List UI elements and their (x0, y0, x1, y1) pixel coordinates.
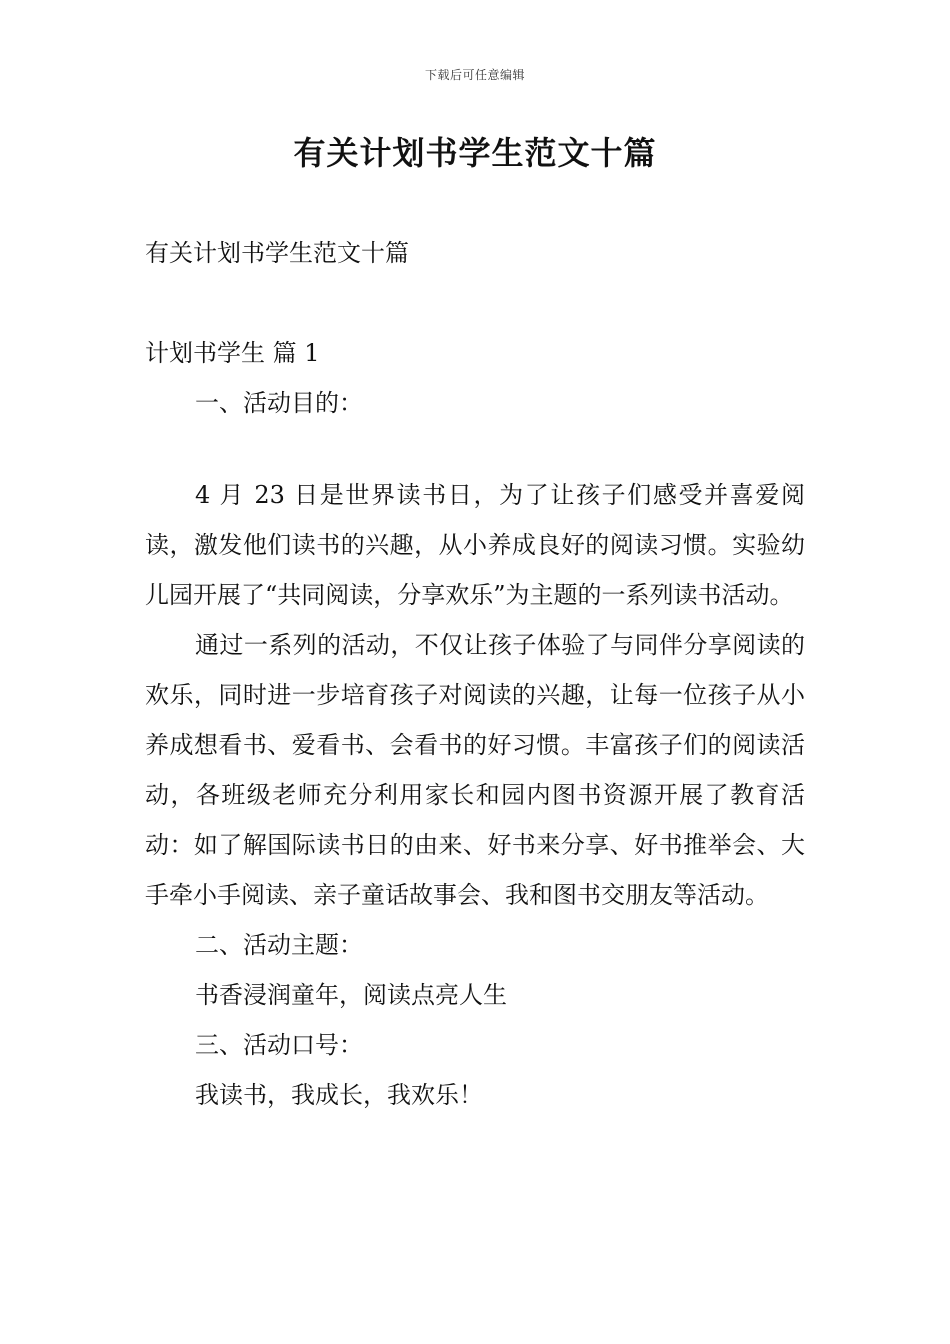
item3-heading: 三、活动口号： (195, 1031, 363, 1059)
blank-line (145, 428, 805, 470)
blank-line (145, 278, 805, 328)
document-title: 有关计划书学生范文十篇 (293, 134, 657, 172)
paragraph-1: 4 月 23 日是世界读书日，为了让孩子们感受并喜爱阅读，激发他们读书的兴趣，从小养成良好的阅读习惯。实验幼儿园开展了“共同阅读，分享欢乐”为主题的一系列读书活动。 (145, 481, 805, 609)
item3-text: 我读书，我成长，我欢乐！ (195, 1081, 483, 1109)
header-note: 下载后可任意编辑 (424, 68, 525, 82)
subtitle: 有关计划书学生范文十篇 (145, 239, 409, 267)
document-body (145, 228, 805, 1120)
item1-heading: 一、活动目的： (195, 389, 363, 417)
section-heading: 计划书学生 篇 1 (145, 339, 320, 367)
item2-heading: 二、活动主题： (195, 931, 363, 959)
paragraph-2: 通过一系列的活动，不仅让孩子体验了与同伴分享阅读的欢乐，同时进一步培育孩子对阅读的兴趣，让每一位孩子从小养成想看书、爱看书、会看书的好习惯。丰富孩子们的阅读活动，各班级老师充分利用家长和园内图书资源开展了教育活动：如了解国际读书日的由来、好书来分享、好书推举会、大手牵小手阅读、亲子童话故事会、我和图书交朋友等活动。 (145, 631, 805, 909)
item2-text: 书香浸润童年，阅读点亮人生 (195, 981, 507, 1009)
